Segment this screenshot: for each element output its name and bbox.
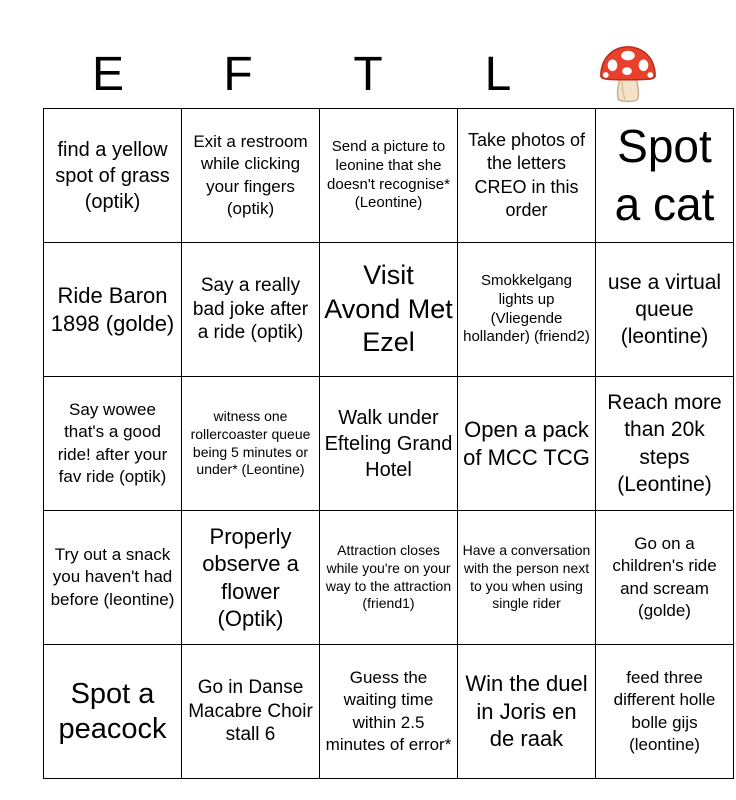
mushroom-icon bbox=[597, 43, 659, 105]
bingo-header bbox=[43, 40, 693, 108]
header-letter-l: L bbox=[484, 47, 512, 101]
bingo-grid bbox=[43, 108, 734, 779]
bingo-cell[interactable]: Take photos of the letters CREO in this order bbox=[458, 109, 596, 243]
bingo-cell[interactable]: Send a picture to leonine that she doesn't recognise* (Leontine) bbox=[320, 109, 458, 243]
bingo-cell[interactable]: Go on a children's ride and scream (golde) bbox=[596, 511, 734, 645]
bingo-cell[interactable]: Win the duel in Joris en de raak bbox=[458, 645, 596, 779]
bingo-cell[interactable]: Walk under Efteling Grand Hotel bbox=[320, 377, 458, 511]
bingo-cell[interactable]: Say wowee that's a good ride! after your fav ride (optik) bbox=[44, 377, 182, 511]
bingo-cell[interactable]: Ride Baron 1898 (golde) bbox=[44, 243, 182, 377]
bingo-cell[interactable]: Exit a restroom while clicking your fingers (optik) bbox=[182, 109, 320, 243]
bingo-cell[interactable]: Guess the waiting time within 2.5 minutes of error* bbox=[320, 645, 458, 779]
grid-row bbox=[44, 645, 734, 779]
bingo-cell[interactable]: witness one rollercoaster queue being 5 minutes or under* (Leontine) bbox=[182, 377, 320, 511]
bingo-cell[interactable]: Say a really bad joke after a ride (optik) bbox=[182, 243, 320, 377]
bingo-cell[interactable]: Smokkelgang lights up (Vliegende hollander) (friend2) bbox=[458, 243, 596, 377]
header-icon-cell bbox=[563, 40, 693, 108]
bingo-cell[interactable]: Open a pack of MCC TCG bbox=[458, 377, 596, 511]
grid-row bbox=[44, 511, 734, 645]
bingo-cell[interactable]: Go in Danse Macabre Choir stall 6 bbox=[182, 645, 320, 779]
grid-row bbox=[44, 377, 734, 511]
bingo-cell[interactable]: use a virtual queue (leontine) bbox=[596, 243, 734, 377]
bingo-cell[interactable]: Attraction closes while you're on your way to the attraction (friend1) bbox=[320, 511, 458, 645]
bingo-cell[interactable]: Spot a cat bbox=[596, 109, 734, 243]
bingo-cell[interactable]: Properly observe a flower (Optik) bbox=[182, 511, 320, 645]
bingo-cell[interactable]: feed three different holle bolle gijs (leontine) bbox=[596, 645, 734, 779]
grid-row bbox=[44, 243, 734, 377]
bingo-cell[interactable]: Have a conversation with the person next to you when using single rider bbox=[458, 511, 596, 645]
bingo-cell[interactable]: Reach more than 20k steps (Leontine) bbox=[596, 377, 734, 511]
bingo-cell[interactable]: Try out a snack you haven't had before (leontine) bbox=[44, 511, 182, 645]
grid-row bbox=[44, 109, 734, 243]
bingo-cell[interactable]: Visit Avond Met Ezel bbox=[320, 243, 458, 377]
header-letter-t: T bbox=[353, 47, 383, 101]
header-letter-e: E bbox=[91, 47, 124, 101]
header-letter-f: F bbox=[223, 47, 253, 101]
bingo-cell[interactable]: find a yellow spot of grass (optik) bbox=[44, 109, 182, 243]
bingo-cell[interactable]: Spot a peacock bbox=[44, 645, 182, 779]
